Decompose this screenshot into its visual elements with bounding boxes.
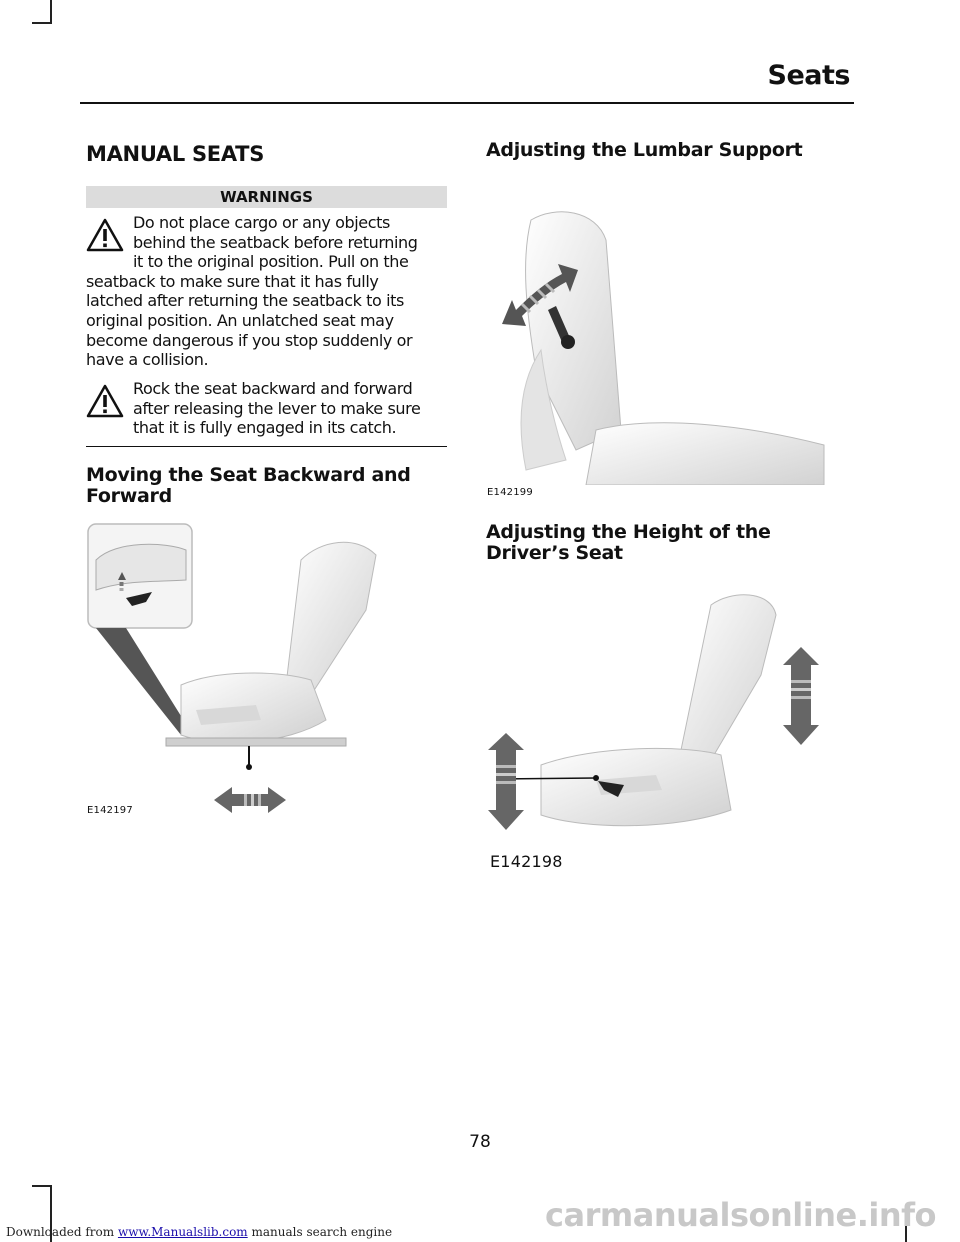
lumbar-support-illustration: [486, 200, 826, 485]
warning-1-line: original position. An unlatched seat may: [86, 310, 394, 330]
manualslib-link[interactable]: www.Manualslib.com: [117, 1225, 248, 1239]
warning-2-line: Rock the seat backward and forward: [133, 379, 413, 398]
footer-prefix: Downloaded from: [6, 1225, 118, 1239]
warning-1-line: it to the original position. Pull on the: [133, 252, 409, 272]
subsection-title-line: Moving the Seat Backward and: [86, 464, 411, 486]
footer-suffix: manuals search engine: [247, 1225, 393, 1239]
crop-mark: [32, 1185, 52, 1187]
crop-mark: [50, 0, 52, 22]
warning-text-2: [86, 379, 451, 438]
warning-1-line: behind the seatback before returning: [133, 232, 418, 252]
watermark: carmanualsonline.info: [545, 1196, 936, 1234]
warning-2-line: that it is fully engaged in its catch.: [133, 418, 397, 438]
warning-1-line: Do not place cargo or any objects: [133, 213, 390, 232]
subsection-title: Adjusting the Lumbar Support: [486, 139, 803, 161]
figure-label: E142199: [487, 487, 533, 498]
warning-2-line: after releasing the lever to make sure: [133, 398, 421, 418]
section-title: MANUAL SEATS: [86, 142, 265, 166]
page-header-title: Seats: [767, 60, 850, 91]
header-rule: [80, 102, 854, 104]
seat-height-illustration: [486, 585, 826, 840]
subsection-title-line: Driver’s Seat: [486, 542, 623, 564]
figure-label: E142198: [490, 852, 563, 871]
subsection-title: [486, 522, 771, 564]
warning-text-1: [86, 213, 451, 370]
figure-label: E142197: [87, 805, 133, 816]
seat-slide-illustration: [86, 520, 396, 820]
subsection-title: [86, 465, 411, 507]
warning-1-line: seatback to make sure that it has fully: [86, 271, 379, 291]
warning-1-line: latched after returning the seatback to its: [86, 291, 404, 311]
warning-1-line: become dangerous if you stop suddenly or: [86, 330, 413, 350]
warnings-end-rule: [86, 446, 447, 447]
subsection-title-line: Adjusting the Height of the: [486, 521, 771, 543]
warning-1-line: have a collision.: [86, 350, 209, 370]
download-footer: [6, 1225, 392, 1239]
subsection-title-line: Forward: [86, 485, 172, 507]
crop-mark: [32, 22, 52, 24]
page-number: 78: [469, 1132, 491, 1152]
warnings-banner: WARNINGS: [86, 186, 447, 208]
